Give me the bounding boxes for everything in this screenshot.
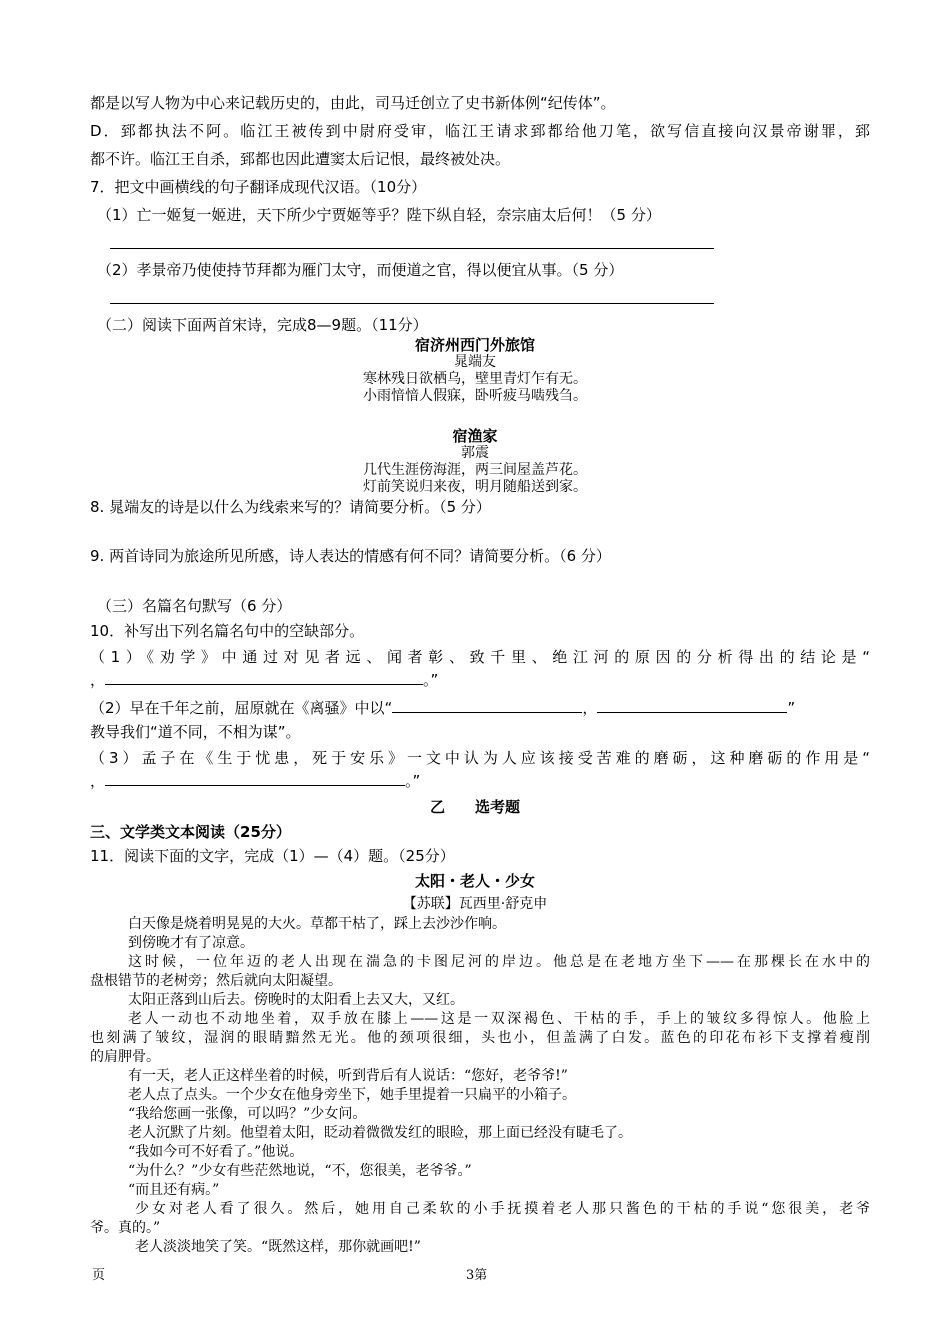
question-9: 9. 两首诗同为旅途所见所感，诗人表达的情感有何不同？请简要分析。（6 分）	[90, 547, 611, 565]
story-paragraph: 老人一动也不动地坐着，双手放在膝上——这是一双深褐色、干枯的手，手上的皱纹多得惊人。他脸上	[128, 1011, 870, 1027]
part-3-title: （三）名篇名句默写（6 分）	[97, 597, 292, 615]
question-10-item-3-blank-line	[90, 771, 870, 791]
fill-blank[interactable]	[105, 670, 423, 685]
question-10-item-2	[90, 698, 870, 718]
item-2-text: （2）早在千年之前，屈原就在《离骚》中以“	[90, 699, 393, 717]
poem-2-line-1: 几代生涯傍海涯，两三间屋盖芦花。	[363, 462, 587, 478]
punct: ”	[787, 699, 796, 717]
question-10-item-1-blank-line	[90, 670, 870, 690]
poem-1-line-1: 寒林残日欲栖乌，壁里青灯乍有无。	[363, 371, 587, 387]
part-2-title: （二）阅读下面两首宋诗，完成8—9题。（11分）	[97, 316, 428, 334]
question-10-item-3: （3）孟子在《生于忧患，死于安乐》一文中认为人应该接受苦难的磨砺，这种磨砺的作用是“	[90, 749, 870, 767]
question-7-sentence-2: （2）孝景帝乃使使持节拜都为雁门太守，而便道之官，得以便宜从事。（5 分）	[97, 261, 624, 279]
section-yi-heading: 乙 选考题	[429, 798, 520, 816]
poem-1-author: 晁端友	[454, 354, 496, 370]
footer-page-number: 3第	[466, 1268, 488, 1283]
text-line: 都是以写人物为中心来记载历史的，由此，司马迁创立了史书新体例“纪传体”。	[90, 94, 616, 112]
question-11: 11．阅读下面的文字，完成（1）—（4）题。（25分）	[90, 847, 455, 865]
poem-2-line-2: 灯前笑说归来夜，明月随船送到家。	[363, 479, 587, 495]
poem-2-title: 宿渔家	[452, 427, 498, 445]
question-10: 10．补写出下列名篇名句中的空缺部分。	[90, 622, 365, 640]
story-paragraph: “而且还有病。”	[128, 1182, 220, 1198]
story-paragraph: 少女对老人看了很久。然后，她用自己柔软的小手抚摸着老人那只酱色的干枯的手说“您很美，老爷	[135, 1201, 870, 1217]
punct: ，	[90, 772, 106, 790]
punct: ，	[90, 671, 106, 689]
question-10-item-1: （1）《劝学》中通过对见者远、闻者彰、致千里、绝江河的原因的分析得出的结论是“	[90, 648, 870, 666]
answer-line[interactable]	[110, 303, 714, 304]
story-paragraph: “我给您画一张像，可以吗？”少女问。	[128, 1106, 367, 1122]
story-paragraph: 白天像是烧着明晃晃的大火。草都干枯了，踩上去沙沙作响。	[128, 916, 506, 932]
story-author: 【苏联】瓦西里·舒克申	[402, 896, 548, 912]
story-paragraph: 到傍晚才有了凉意。	[128, 935, 254, 951]
option-d-line2: 都不许。临江王自杀，郅都也因此遭窦太后记恨，最终被处决。	[90, 150, 511, 168]
poem-1-line-2: 小雨愔愔人假寐，卧听疲马啮残刍。	[363, 388, 587, 404]
story-title: 太阳・老人・少女	[414, 872, 535, 890]
punct: 。”	[405, 772, 421, 790]
poem-2-author: 郭震	[461, 445, 489, 461]
story-paragraph: 的肩胛骨。	[90, 1049, 160, 1065]
poem-1-title: 宿济州西门外旅馆	[414, 336, 535, 354]
section-3-title: 三、文学类文本阅读（25分）	[90, 823, 291, 841]
fill-blank[interactable]	[392, 698, 582, 713]
story-paragraph: 太阳正落到山后去。傍晚时的太阳看上去又大，又红。	[128, 992, 464, 1008]
story-paragraph: 老人沉默了片刻。他望着太阳，眨动着微微发红的眼睑，那上面已经没有睫毛了。	[128, 1125, 632, 1141]
punct: ，	[582, 699, 598, 717]
answer-line[interactable]	[110, 248, 714, 249]
story-paragraph: 也刻满了皱纹，湿润的眼睛黯然无光。他的颈项很细，头也小，但盖满了白发。蓝色的印花布衫下支撑着瘦削	[90, 1030, 870, 1046]
question-8: 8. 晁端友的诗是以什么为线索来写的？请简要分析。（5 分）	[90, 498, 491, 516]
story-paragraph: 老人淡淡地笑了笑。“既然这样，那你就画吧!”	[135, 1239, 421, 1255]
story-paragraph: “为什么？”少女有些茫然地说，“不，您很美，老爷爷。”	[128, 1163, 472, 1179]
footer-page-label: 页	[92, 1268, 106, 1283]
question-7-sentence-1: （1）亡一姬复一姬进，天下所少宁贾姬等乎？陛下纵自轻，奈宗庙太后何！（5 分）	[97, 206, 661, 224]
fill-blank[interactable]	[597, 698, 787, 713]
option-d-line1: D．郅都执法不阿。临江王被传到中尉府受审，临江王请求郅都给他刀笔，欲写信直接向汉景帝谢罪，郅	[90, 122, 870, 140]
story-paragraph: 这时候，一位年迈的老人出现在湍急的卡图尼河的岸边。他总是在老地方坐下——在那棵长在水中的	[128, 954, 870, 970]
story-paragraph: 盘根错节的老树旁；然后就向太阳凝望。	[90, 973, 342, 989]
fill-blank[interactable]	[105, 771, 405, 786]
story-paragraph: 老人点了点头。一个少女在他身旁坐下，她手里提着一只扁平的小箱子。	[128, 1087, 576, 1103]
question-10-item-2-line-2: 教导我们“道不同，不相为谋”。	[90, 723, 301, 741]
punct: 。”	[423, 671, 439, 689]
story-paragraph: 有一天，老人正这样坐着的时候，听到背后有人说话：“您好，老爷爷!”	[128, 1068, 568, 1084]
question-7-title: 7．把文中画横线的句子翻译成现代汉语。（10分）	[90, 178, 427, 196]
story-paragraph: “我如今可不好看了。”他说。	[128, 1144, 304, 1160]
story-paragraph: 爷。真的。”	[90, 1220, 161, 1236]
